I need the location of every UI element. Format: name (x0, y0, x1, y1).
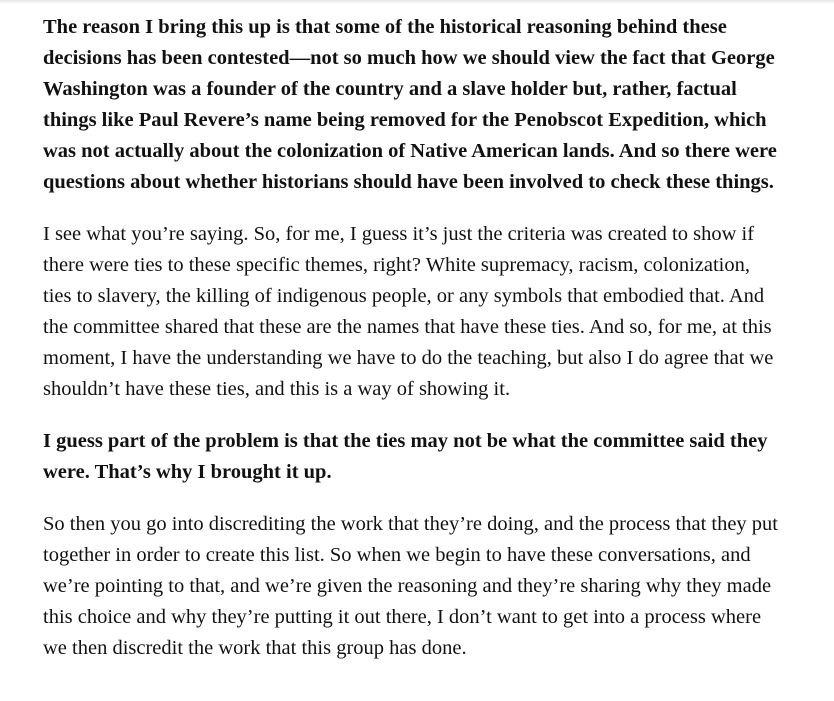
interviewee-answer-paragraph: I see what you’re saying. So, for me, I guess it’s just the criteria was created to show if there were ties to these specific themes, right? White supremacy, racism, colonization, ties to slavery, the killing of indigenous people, or any symbols that embodied that. And the committee shared that these are the names that have these ties. And so, for me, at this moment, I have the understanding we have to do the teaching, but also I do agree that we shouldn’t have these ties, and this is a way of showing it. (43, 223, 774, 400)
interviewer-question-paragraph: The reason I bring this up is that some of the historical reasoning behind these decisions has been contested—not so much how we should view the fact that George Washington was a founder of the country and a slave holder but, rather, factual things like Paul Revere’s name being removed for the Penobscot Expedition, which was not actually about the colonization of Native American lands. And so there were questions about whether historians should have been involved to check these things. (43, 16, 777, 193)
interview-article-body (43, 12, 783, 685)
top-edge-shadow (0, 0, 834, 4)
interviewee-answer-paragraph: So then you go into discrediting the work that they’re doing, and the process that they put together in order to create this list. So when we begin to have these conversations, and we’re pointing to that, and we’re given the reasoning and they’re sharing why they made this choice and why they’re putting it out there, I don’t want to get into a process where we then discredit the work that this group has done. (43, 513, 779, 659)
interviewer-question-paragraph: I guess part of the problem is that the ties may not be what the committee said they were. That’s why I brought it up. (43, 430, 768, 483)
